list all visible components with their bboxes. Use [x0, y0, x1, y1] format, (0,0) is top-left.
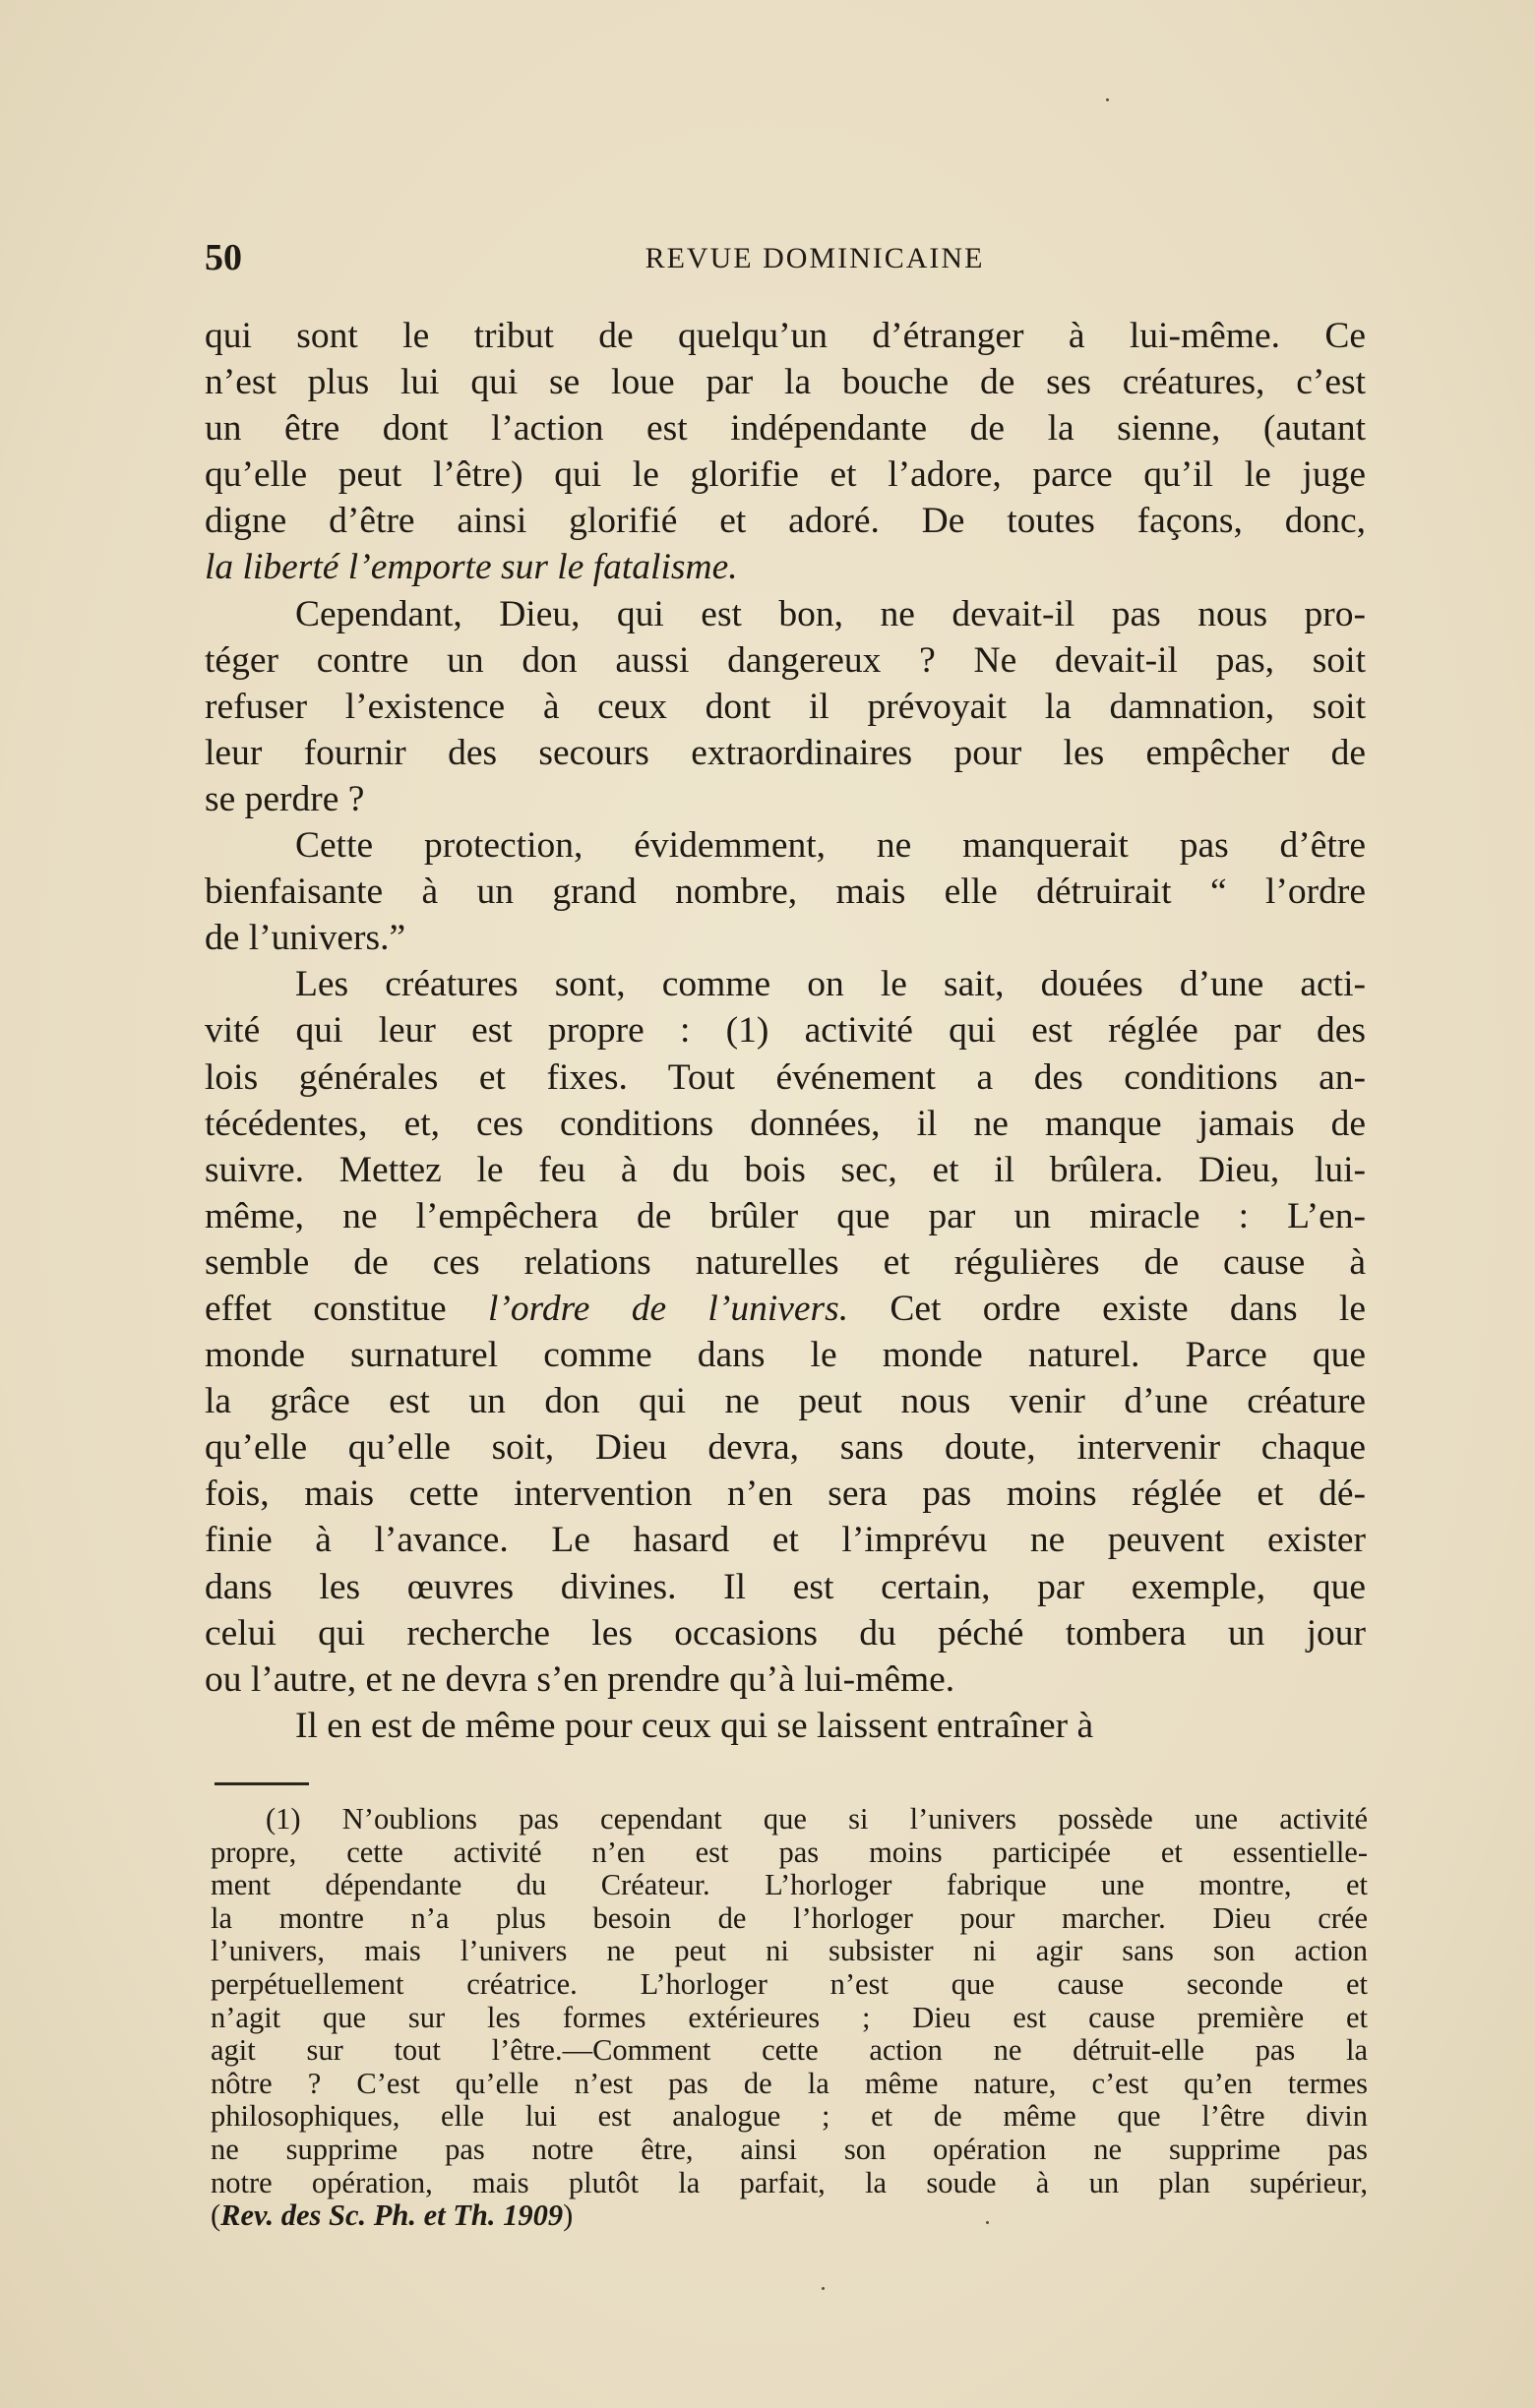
text-line: semble de ces relations naturelles et régulières de cause à	[205, 1241, 1366, 1283]
text-line: celui qui recherche les occasions du péché tombera un jour	[205, 1612, 1366, 1654]
text-line: vité qui leur est propre : (1) activité qui est réglée par des	[205, 1010, 1366, 1052]
text-line: effet constitue l’ordre de l’univers. Cet ordre existe dans le	[205, 1288, 1367, 1329]
text-line: ou l’autre, et ne devra s’en prendre qu’à lui-même.	[205, 1658, 955, 1700]
text-line: (1) N’oublions pas cependant que si l’univers possède une activité	[266, 1802, 1368, 1836]
speck	[1106, 98, 1109, 101]
text-line: la grâce est un don qui ne peut nous venir d’une créature	[205, 1381, 1366, 1422]
text-line: propre, cette activité n’en est pas moins participée et essentielle-	[211, 1835, 1368, 1869]
text-line: de l’univers.”	[205, 918, 406, 959]
text-line: n’est plus lui qui se loue par la bouche de ses créatures, c’est	[205, 362, 1366, 403]
text-line: téger contre un don aussi dangereux ? Ne devait-il pas, soit	[205, 639, 1366, 681]
running-title: REVUE DOMINICAINE	[645, 242, 985, 274]
text-line: dans les œuvres divines. Il est certain, par exemple, que	[205, 1566, 1366, 1607]
text-line: monde surnaturel comme dans le monde naturel. Parce que	[205, 1335, 1366, 1376]
text-line: n’agit que sur les formes extérieures ; Dieu est cause première et	[211, 2000, 1368, 2034]
text-line: Cette protection, évidemment, ne manquerait pas d’être	[295, 825, 1366, 867]
text-line: la montre n’a plus besoin de l’horloger pour marcher. Dieu crée	[211, 1900, 1368, 1935]
italic-text: l’ordre de l’univers.	[487, 1288, 849, 1329]
paragraph	[205, 591, 1366, 822]
text-line: técédentes, et, ces conditions données, il ne manque jamais de	[205, 1103, 1366, 1144]
text-line: un être dont l’action est indépendante de la sienne, (autant	[205, 408, 1366, 450]
text-line: finie à l’avance. Le hasard et l’imprévu ne peuvent exister	[205, 1520, 1366, 1561]
text-line: digne d’être ainsi glorifié et adoré. De toutes façons, donc,	[205, 501, 1366, 542]
text-line: notre opération, mais plutôt la parfait, la soude à un plan supérieur,	[211, 2165, 1368, 2199]
text-line: qui sont le tribut de quelqu’un d’étranger à lui-même. Ce	[205, 316, 1366, 356]
text-line: même, ne l’empêchera de brûler que par un miracle : L’en-	[205, 1195, 1366, 1236]
footnote-separator	[215, 1782, 309, 1785]
text-line: l’univers, mais l’univers ne peut ni subsister ni agir sans son action	[211, 1934, 1368, 1968]
text-line: agit sur tout l’être.—Comment cette action ne détruit-elle pas la	[211, 2033, 1368, 2068]
body-text	[205, 313, 1366, 1749]
paragraph	[205, 1703, 1366, 1749]
text-line: suivre. Mettez le feu à du bois sec, et il brûlera. Dieu, lui-	[205, 1149, 1366, 1190]
text-line: Il en est de même pour ceux qui se laissent entraîner à	[295, 1705, 1094, 1746]
footnote	[211, 1803, 1368, 2233]
text-line: qu’elle qu’elle soit, Dieu devra, sans doute, intervenir chaque	[205, 1427, 1366, 1469]
text-line: ne supprime pas notre être, ainsi son opération ne supprime pas	[211, 2132, 1368, 2166]
text-line: perpétuellement créatrice. L’horloger n’est que cause seconde et	[211, 1966, 1368, 2001]
text-line: Les créatures sont, comme on le sait, douées d’une acti-	[295, 964, 1366, 1005]
italic-text: la liberté l’emporte sur le fatalisme.	[205, 547, 738, 588]
emphasis-line	[205, 544, 1366, 590]
text-line: qu’elle peut l’être) qui le glorifie et l’adore, parce qu’il le juge	[205, 454, 1366, 496]
text-line: bienfaisante à un grand nombre, mais elle détruirait “ l’ordre	[205, 872, 1366, 913]
text-line: refuser l’existence à ceux dont il prévoyait la damnation, soit	[205, 686, 1366, 727]
text-line: philosophiques, elle lui est analogue ; et de même que l’être divin	[211, 2099, 1368, 2134]
paragraph	[205, 822, 1366, 961]
text-line: nôtre ? C’est qu’elle n’est pas de la même nature, c’est qu’en termes	[211, 2066, 1368, 2100]
text-line: se perdre ?	[205, 778, 365, 819]
page-header	[205, 236, 1366, 279]
paragraph	[205, 961, 1366, 1703]
paragraph	[205, 313, 1366, 591]
text-line: leur fournir des secours extraordinaires pour les empêcher de	[205, 732, 1366, 773]
text-line: Cependant, Dieu, qui est bon, ne devait-il pas nous pro-	[295, 593, 1366, 634]
text-line: lois générales et fixes. Tout événement a des conditions an-	[205, 1056, 1366, 1098]
speck	[822, 2287, 825, 2290]
page-number: 50	[205, 237, 242, 278]
text-line: fois, mais cette intervention n’en sera pas moins réglée et dé-	[205, 1474, 1366, 1515]
citation: (Rev. des Sc. Ph. et Th. 1909)	[211, 2198, 574, 2233]
text-line: ment dépendante du Créateur. L’horloger fabrique une montre, et	[211, 1868, 1368, 1902]
